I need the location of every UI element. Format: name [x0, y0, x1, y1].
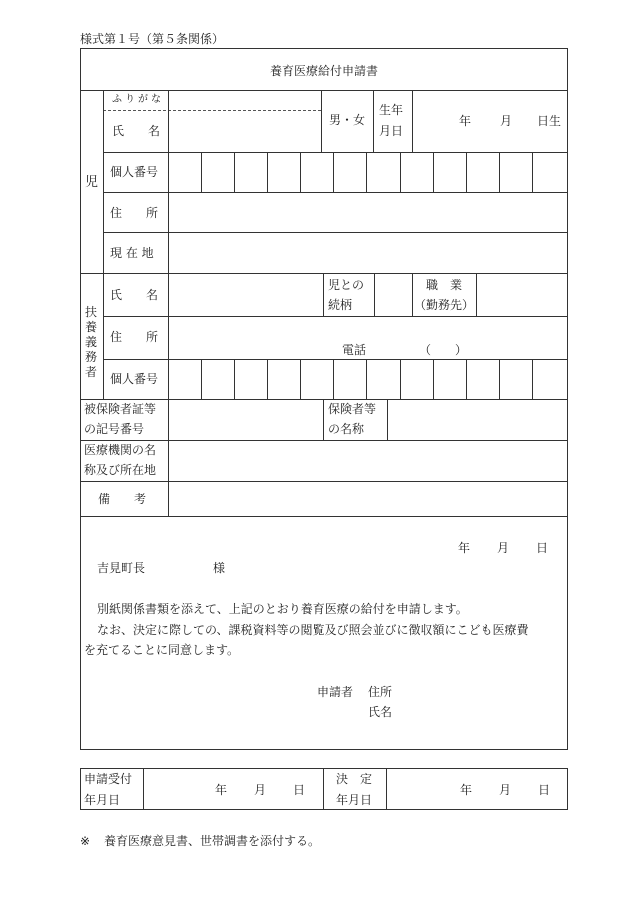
relation-label: 児との: [328, 278, 365, 292]
section-divider: [103, 90, 104, 399]
declaration-line: なお、決定に際しての、課税資料等の閲覧及び照会並びに徴収額にこども医療費: [97, 623, 529, 637]
decision-month-unit: 月: [499, 783, 512, 797]
declaration-line: 別紙関係書類を添えて、上記のとおり養育医療の給付を申請します。: [97, 602, 468, 616]
form-number: 様式第１号（第５条関係）: [80, 32, 225, 46]
relation-label: 続柄: [328, 298, 353, 312]
mynumber-cell-divider: [366, 359, 367, 399]
birth-year-unit: 年: [459, 114, 472, 128]
child-location-label: 現 在 地: [110, 246, 154, 260]
reception-table: [80, 768, 568, 810]
mynumber-cell-divider: [499, 152, 500, 192]
divider: [412, 90, 413, 152]
medical-institution-label: 医療機関の名: [84, 443, 157, 457]
divider: [374, 273, 375, 316]
gender-label: 男・女: [329, 113, 366, 127]
divider: [143, 768, 144, 810]
mynumber-cell-divider: [300, 152, 301, 192]
form-title: 養育医療給付申請書: [269, 64, 378, 78]
mynumber-cell-divider: [433, 359, 434, 399]
divider: [80, 481, 568, 482]
birth-label: 月日: [379, 124, 404, 138]
divider: [323, 273, 324, 316]
divider: [323, 399, 324, 440]
note-mark: ※: [80, 834, 91, 848]
reception-date-label: 年月日: [84, 793, 121, 807]
guardian-name-label: 氏 名: [110, 288, 159, 302]
divider: [80, 90, 568, 91]
divider: [386, 768, 387, 810]
declaration-line: を充てることに同意します。: [84, 643, 240, 657]
decision-date-label: 年月日: [336, 793, 373, 807]
furigana-label: ふりがな: [112, 94, 164, 105]
decision-date-label: 決 定: [336, 772, 373, 786]
reception-day-unit: 日: [293, 783, 306, 797]
date-month-unit: 月: [497, 541, 510, 555]
divider: [80, 440, 568, 441]
mynumber-cell-divider: [333, 359, 334, 399]
divider: [412, 273, 413, 316]
guardian-address-label: 住 所: [110, 330, 159, 344]
divider: [321, 90, 322, 152]
remarks-label: 備 考: [98, 492, 147, 506]
divider: [476, 273, 477, 316]
mynumber-cell-divider: [532, 359, 533, 399]
decision-year-unit: 年: [460, 783, 473, 797]
divider: [80, 273, 568, 274]
furigana-divider: [103, 110, 321, 111]
birth-day-unit: 日生: [537, 114, 562, 128]
insurer-name-label: の名称: [328, 422, 365, 436]
phone-area-parens: （ ）: [419, 343, 468, 357]
medical-institution-label: 称及び所在地: [84, 463, 157, 477]
divider: [80, 516, 568, 517]
mynumber-cell-divider: [234, 359, 235, 399]
birth-label: 生年: [379, 103, 404, 117]
mynumber-cell-divider: [300, 359, 301, 399]
phone-label: 電話: [342, 343, 367, 357]
insurer-name-label: 保険者等: [328, 402, 377, 416]
divider: [323, 768, 324, 810]
divider: [103, 232, 568, 233]
reception-year-unit: 年: [215, 783, 228, 797]
job-label: （勤務先）: [414, 298, 475, 312]
applicant-name-label: 氏名: [368, 705, 393, 719]
date-year-unit: 年: [458, 541, 471, 555]
child-mynumber-label: 個人番号: [110, 165, 159, 179]
mynumber-cell-divider: [201, 359, 202, 399]
guardian-mynumber-label: 個人番号: [110, 372, 159, 386]
mynumber-cell-divider: [234, 152, 235, 192]
date-day-unit: 日: [536, 541, 549, 555]
addressee: 吉見町長: [97, 561, 146, 575]
mynumber-cell-divider: [267, 152, 268, 192]
decision-day-unit: 日: [538, 783, 551, 797]
mynumber-cell-divider: [400, 152, 401, 192]
divider: [103, 316, 568, 317]
mynumber-cell-divider: [499, 359, 500, 399]
child-name-label: 氏 名: [112, 124, 161, 138]
insured-number-label: の記号番号: [84, 422, 145, 436]
divider: [103, 192, 568, 193]
divider: [373, 90, 374, 152]
birth-month-unit: 月: [500, 114, 513, 128]
insured-number-label: 被保険者証等: [84, 402, 157, 416]
applicant-label: 申請者: [317, 685, 354, 699]
job-label: 職 業: [426, 278, 463, 292]
mynumber-cell-divider: [267, 359, 268, 399]
mynumber-cell-divider: [400, 359, 401, 399]
reception-date-label: 申請受付: [84, 772, 133, 786]
honorific: 様: [213, 561, 226, 575]
divider: [80, 399, 568, 400]
applicant-address-label: 住所: [368, 685, 393, 699]
mynumber-cell-divider: [466, 152, 467, 192]
child-section-label: 児: [85, 175, 99, 190]
mynumber-cell-divider: [366, 152, 367, 192]
mynumber-cell-divider: [466, 359, 467, 399]
attachment-note: 養育医療意見書、世帯調書を添付する。: [104, 834, 321, 848]
mynumber-cell-divider: [333, 152, 334, 192]
mynumber-cell-divider: [201, 152, 202, 192]
reception-month-unit: 月: [254, 783, 267, 797]
child-address-label: 住 所: [110, 206, 159, 220]
divider: [387, 399, 388, 440]
label-column-divider: [168, 90, 169, 516]
mynumber-cell-divider: [433, 152, 434, 192]
guardian-section-label: 扶養義務者: [84, 305, 97, 379]
mynumber-cell-divider: [532, 152, 533, 192]
